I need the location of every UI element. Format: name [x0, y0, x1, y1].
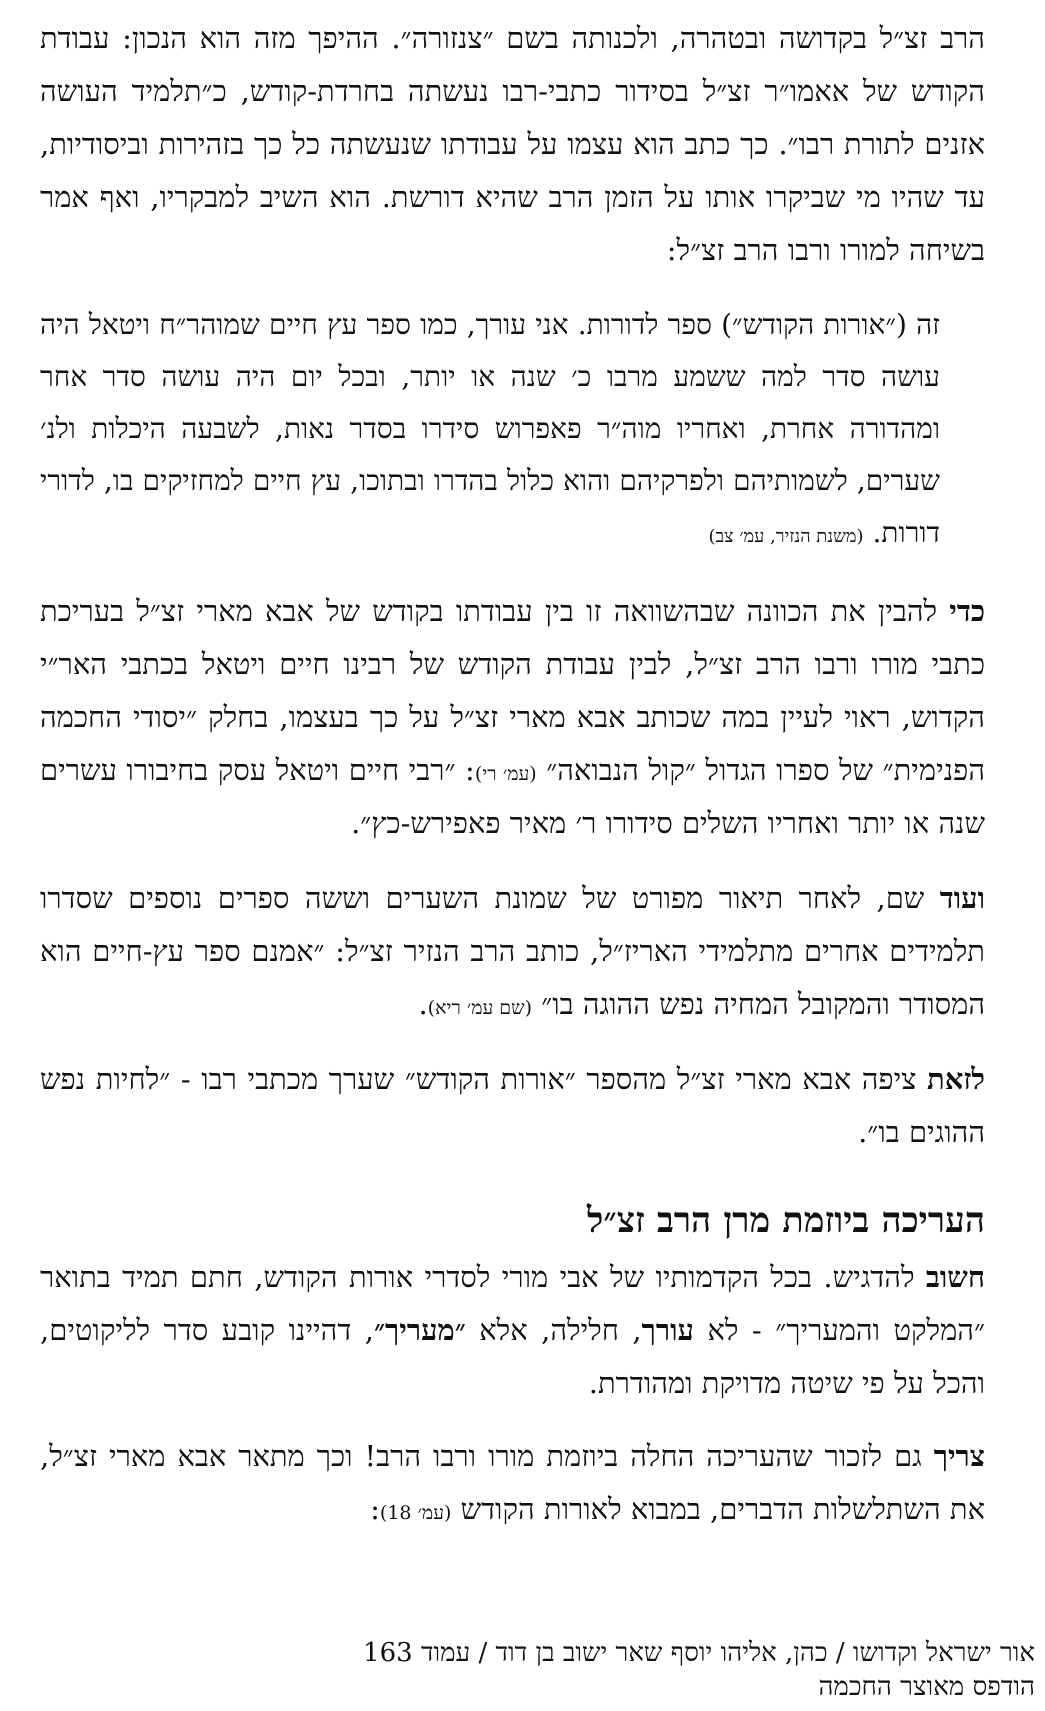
page-reference: (עמ׳ רי)	[474, 763, 537, 785]
paragraph-text: להבין את הכוונה שבהשוואה זו בין עבודתו בקודש של אבא מארי זצ״ל בעריכת כתבי מורו ורבו הרב זצ״ל, לבין עבודת הקודש של רבינו חיים ויטאל בכתבי האר״י הקדוש, ראוי לעיין במה שכותב אבא מארי זצ״ל על כך בעצמו, בחלק ״יסודי החכמה הפנימית״ של ספרו הגדול ״קול הנבואה״	[40, 594, 985, 787]
footer-printed-from: הודפס מאוצר החכמה	[818, 1672, 1035, 1702]
paragraph-emphasis	[40, 1251, 985, 1410]
paragraph-text: הרב זצ״ל בקדושה ובטהרה, ולכנותה בשם ״צנזורה״. ההיפך מזה הוא הנכון: עבודת הקודש של אאמו״ר זצ״ל בסידור כתבי-רבו נעשתה בחרדת-קודש, כ״תלמיד העושה אזנים לתורת רבו״. כך כתב הוא עצמו על עבודתו שנעשתה כל כך בזהירות וביסודיות, עד שהיו מי שביקרו אותו על הזמן הרב שהיא דורשת. הוא השיב למבקריו, ואף אמר בשיחה למורו ורבו הרב זצ״ל:	[40, 21, 985, 267]
paragraph-text: .	[418, 987, 428, 1021]
paragraph-initiative	[40, 1430, 985, 1536]
paragraph-text: להדגיש. בכל הקדמותיו של אבי מורי לסדרי אורות הקודש, חתם תמיד בתואר ״המלקט והמעריך״ - לא	[40, 1260, 985, 1347]
footer-citation: אור ישראל וקדושו / כהן, אליהו יוסף שאר ישוב בן דוד / עמוד 163	[363, 1638, 1035, 1668]
paragraph-further	[40, 872, 985, 1031]
paragraph-opening	[40, 12, 985, 277]
page-reference: (עמ׳ 18)	[379, 1502, 452, 1524]
lead-word: צריך	[933, 1439, 985, 1473]
page-reference: (שם עמ׳ ריא)	[427, 997, 533, 1019]
section-heading: העריכה ביוזמת מרן הרב זצ״ל	[587, 1200, 985, 1241]
paragraph-expectation	[40, 1053, 985, 1159]
paragraph-text: שם, לאחר תיאור מפורט של שמונת השערים וששה ספרים נוספים שסדרו תלמידים אחרים מתלמידי האריז״ל, כותב הרב הנזיר זצ״ל: ״אמנם ספר עץ-חיים הוא המסודר והמקובל המחיה נפש ההוגה בו״	[40, 881, 985, 1021]
paragraph-text: : ״רבי חיים ויטאל עסק בחיבורו עשרים שנה או יותר ואחריו השלים סידורו ר׳ מאיר פאפירש-כץ״.	[40, 753, 985, 840]
bold-term-arranger: ״מעריך״	[374, 1313, 466, 1347]
quote-source: (משנת הנזיר, עמ׳ צב)	[708, 526, 864, 547]
quote-text: זה (״אורות הקודש״) ספר לדורות. אני עורך, כמו ספר עץ חיים שמוהר״ח ויטאל היה עושה סדר למה ששמע מרבו כ׳ שנה או יותר, ובכל יום היה עושה סדר אחר ומהדורה אחרת, ואחריו מוה״ר פאפרוש סידרו בסדר נאות, לשבעה היכלות ולנ׳ שערים, לשמותיהם ולפרקיהם והוא כלול בהדרו ובתוכו, עץ חיים למחזיקים בו, לדורי דורות.	[40, 308, 940, 549]
bold-term-editor: עורך	[641, 1313, 694, 1347]
page-footer	[235, 1636, 1035, 1704]
lead-word: חשוב	[925, 1260, 985, 1294]
lead-word: לזאת	[927, 1062, 985, 1096]
block-quote	[40, 299, 940, 559]
paragraph-text: :	[370, 1492, 380, 1526]
paragraph-text: ציפה אבא מארי זצ״ל מהספר ״אורות הקודש״ שערך מכתבי רבו - ״לחיות נפש ההוגים בו״.	[40, 1062, 985, 1149]
lead-word: ועוד	[939, 881, 985, 915]
paragraph-text: , דהיינו קובע סדר לליקוטים, והכל על פי שיטה מדויקת ומהודרת.	[40, 1313, 985, 1400]
paragraph-text: גם לזכור שהעריכה החלה ביוזמת מורו ורבו הרב! וכך מתאר אבא מארי זצ״ל, את השתלשלות הדברים, במבוא לאורות הקודש	[40, 1439, 985, 1526]
paragraph-comparison	[40, 585, 985, 850]
paragraph-text: , חלילה, אלא	[465, 1313, 642, 1347]
lead-word: כדי	[949, 594, 985, 628]
